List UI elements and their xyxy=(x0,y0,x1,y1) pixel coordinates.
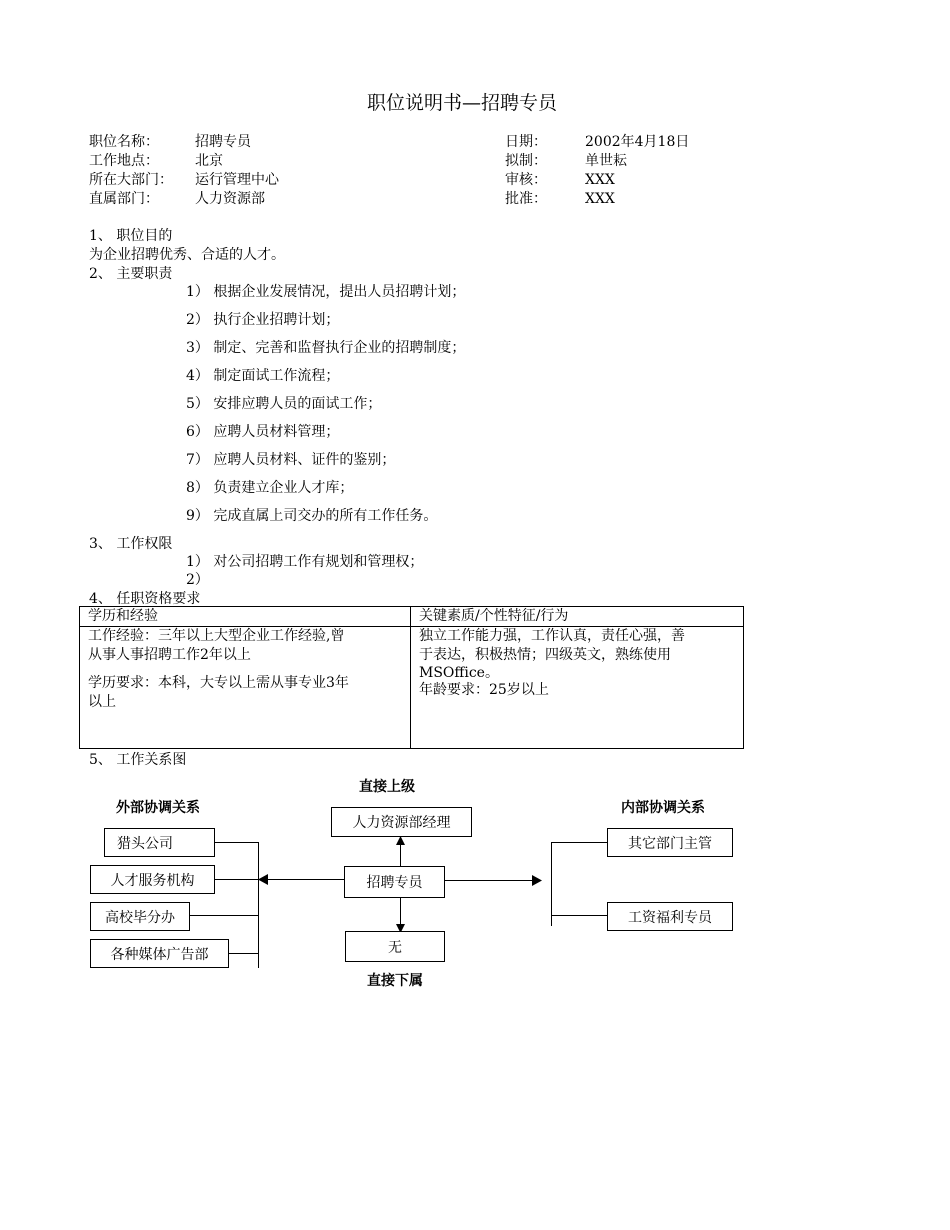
info-label: 直属部门： xyxy=(89,191,159,207)
info-value: 北京 xyxy=(195,153,223,169)
traits-cell xyxy=(411,627,744,749)
external-trunk-line xyxy=(258,842,259,968)
external-box: 猎头公司 xyxy=(104,828,215,857)
duty-item: 7） 应聘人员材料、证件的鉴别； xyxy=(186,452,396,468)
rights-item: 1） 对公司招聘工作有规划和管理权； xyxy=(186,554,424,570)
info-value: XXX xyxy=(585,172,615,188)
internal-box: 其它部门主管 xyxy=(607,828,733,857)
section-heading: 5、 工作关系图 xyxy=(89,752,187,768)
duty-item: 1） 根据企业发展情况，提出人员招聘计划； xyxy=(186,284,466,300)
traits-line: MSOffice。 xyxy=(419,665,499,681)
section-heading: 1、 职位目的 xyxy=(89,228,173,244)
experience-line: 工作经验：三年以上大型企业工作经验,曾 xyxy=(88,628,345,644)
internal-box: 工资福利专员 xyxy=(607,902,733,931)
info-value: XXX xyxy=(585,191,615,207)
experience-cell xyxy=(80,627,411,749)
info-label: 工作地点： xyxy=(89,153,159,169)
info-label: 日期： xyxy=(505,134,547,150)
arrow-left-icon xyxy=(258,874,268,885)
subordinate-box: 无 xyxy=(345,931,445,962)
connector-line xyxy=(214,842,259,843)
center-right-line xyxy=(444,880,533,881)
info-label: 拟制： xyxy=(505,153,547,169)
info-value: 2002年4月18日 xyxy=(585,134,690,150)
rights-item: 2） xyxy=(186,572,209,588)
duty-item: 6） 应聘人员材料管理； xyxy=(186,424,340,440)
connector-line xyxy=(189,915,259,916)
center-box: 招聘专员 xyxy=(344,866,445,898)
age-line: 年龄要求：25岁以上 xyxy=(419,682,549,698)
requirements-table xyxy=(79,606,744,749)
arrow-right-icon xyxy=(532,875,542,886)
internal-label: 内部协调关系 xyxy=(621,800,705,816)
col1-header: 学历和经验 xyxy=(80,607,411,627)
subordinate-label: 直接下属 xyxy=(367,973,423,989)
internal-trunk-line xyxy=(551,842,552,926)
page-title: 职位说明书—招聘专员 xyxy=(367,92,558,114)
traits-line: 独立工作能力强，工作认真，责任心强，善 xyxy=(419,628,685,644)
info-label: 职位名称： xyxy=(89,134,159,150)
up-line xyxy=(400,843,401,866)
section-heading: 2、 主要职责 xyxy=(89,266,173,282)
down-line xyxy=(400,897,401,925)
external-box: 高校毕分办 xyxy=(90,902,190,931)
external-box: 人才服务机构 xyxy=(90,865,215,894)
info-value: 招聘专员 xyxy=(195,134,251,150)
info-value: 单世耘 xyxy=(585,153,627,169)
traits-line: 于表达，积极热情；四级英文，熟练使用 xyxy=(419,647,671,663)
duty-item: 8） 负责建立企业人才库； xyxy=(186,480,354,496)
duty-item: 3） 制定、完善和监督执行企业的招聘制度； xyxy=(186,340,466,356)
info-value: 运行管理中心 xyxy=(195,172,279,188)
center-left-line xyxy=(266,879,344,880)
duty-item: 2） 执行企业招聘计划； xyxy=(186,312,340,328)
info-value: 人力资源部 xyxy=(195,191,265,207)
connector-line xyxy=(228,953,259,954)
superior-label: 直接上级 xyxy=(359,779,415,795)
duty-item: 4） 制定面试工作流程； xyxy=(186,368,340,384)
info-label: 所在大部门： xyxy=(89,172,173,188)
arrow-up-icon xyxy=(396,836,405,845)
duty-item: 5） 安排应聘人员的面试工作； xyxy=(186,396,382,412)
superior-box: 人力资源部经理 xyxy=(331,807,472,837)
connector-line xyxy=(214,879,259,880)
connector-line xyxy=(551,842,608,843)
section-text: 为企业招聘优秀、合适的人才。 xyxy=(89,247,285,263)
education-line: 以上 xyxy=(88,694,116,710)
duty-item: 9） 完成直属上司交办的所有工作任务。 xyxy=(186,508,438,524)
education-line: 学历要求：本科，大专以上需从事专业3年 xyxy=(88,675,349,691)
external-label: 外部协调关系 xyxy=(116,800,200,816)
external-box: 各种媒体广告部 xyxy=(90,939,229,968)
connector-line xyxy=(551,915,608,916)
section-heading: 4、 任职资格要求 xyxy=(89,591,201,607)
col2-header: 关键素质/个性特征/行为 xyxy=(411,607,744,627)
info-label: 批准： xyxy=(505,191,547,207)
experience-line: 从事人事招聘工作2年以上 xyxy=(88,647,251,663)
info-label: 审核： xyxy=(505,172,547,188)
section-heading: 3、 工作权限 xyxy=(89,536,173,552)
